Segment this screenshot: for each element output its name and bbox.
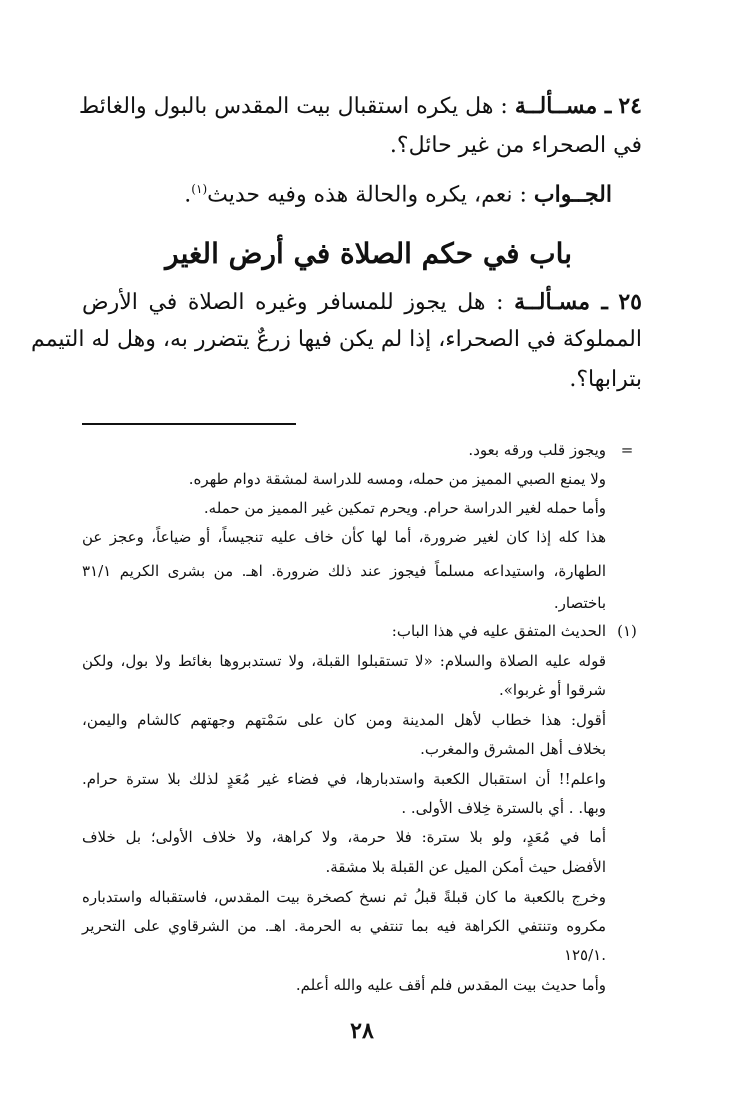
footnote-1-line: أقول: هذا خطاب لأهل المدينة ومن كان على سَمْتهم وجهتهم كالشام واليمن، xyxy=(82,711,606,729)
footnote-1-line: بخلاف أهل المشرق والمغرب. xyxy=(420,740,606,758)
page-number: ٢٨ xyxy=(350,1018,374,1044)
answer-24-text: نعم، يكره والحالة هذه وفيه حديث xyxy=(207,182,513,208)
question-24-line-2 xyxy=(82,129,642,163)
footnote-1-line: واعلم!! أن استقبال الكعبة واستدبارها، في فضاء غير مُعَدٍ لذلك بلا سترة حرام. xyxy=(82,770,606,788)
question-25-text-2: المملوكة في الصحراء، إذا لم يكن فيها زرعٌ يتضرر به، وهل له التيمم xyxy=(31,327,642,352)
question-25-dash: ـ xyxy=(590,289,608,315)
question-25-line-2 xyxy=(31,323,642,357)
question-24-dash: ـ xyxy=(597,93,612,119)
question-25-line-3 xyxy=(82,363,642,397)
footnote-reference: (١) xyxy=(191,182,208,196)
footnote-1-line: الحديث المتفق عليه في هذا الباب: xyxy=(391,622,606,640)
question-25-colon: : xyxy=(485,290,504,315)
footnote-1-line: الأفضل حيث أمكن الميل عن القبلة بلا مشقة. xyxy=(325,858,606,876)
footnote-continuation-line: ويجوز قلب ورقه بعود. xyxy=(468,441,606,459)
footnote-continuation-line: ولا يمنع الصبي المميز من حمله، ومسه للدراسة لمشقة دوام طهره. xyxy=(188,470,606,488)
answer-24-label: الجــواب xyxy=(533,181,612,208)
footnote-continuation-line: باختصار. xyxy=(553,594,606,612)
footnote-1-line: وأما حديث بيت المقدس فلم أقف عليه والله أعلم. xyxy=(295,976,606,994)
question-24-line-1 xyxy=(78,89,642,124)
answer-24-line xyxy=(82,172,612,212)
footnote-continuation-line: وأما حمله لغير الدراسة حرام. ويحرم تمكين غير المميز من حمله. xyxy=(203,499,606,517)
footnote-continuation-line: هذا كله إذا كان لغير ضرورة، أما لها كأن خاف عليه تنجيساً، أو ضياعاً، وعجز عن xyxy=(82,528,606,546)
question-25-label: مسـألــة xyxy=(514,289,591,315)
answer-24-end: . xyxy=(184,182,192,208)
footnote-1-line: شرقوا أو غربوا». xyxy=(498,681,606,699)
footnote-continuation-line: الطهارة، واستيداعه مسلماً فيجوز عند ذلك ضرورة. اهـ. من بشرى الكريم ٣١/١ xyxy=(82,562,606,580)
footnote-separator xyxy=(82,423,296,425)
question-25-number: ٢٥ xyxy=(618,289,642,315)
footnote-1-marker: (١) xyxy=(617,622,637,640)
footnote-1-line: أما في مُعَدٍ، ولو بلا سترة: فلا حرمة، ولا كراهة، ولا خلاف الأولى؛ بل خلاف xyxy=(82,828,606,846)
footnote-1-line: قوله عليه الصلاة والسلام: «لا تستقبلوا القبلة، ولا تستدبروها بغائط ولا بول، ولكن xyxy=(82,652,606,670)
footnote-1-line: .١٢٥/١ xyxy=(563,946,606,964)
question-24-colon: : xyxy=(493,94,508,119)
question-25-text-3: بترابها؟. xyxy=(569,367,642,392)
book-page xyxy=(31,0,642,1109)
question-25-text-1: هل يجوز للمسافر وغيره الصلاة في الأرض xyxy=(82,290,486,315)
footnote-1-line: وبها. . أي بالسترة خِلاف الأولى. . xyxy=(401,799,606,817)
question-24-text-1: هل يكره استقبال بيت المقدس بالبول والغائط xyxy=(78,94,494,119)
question-24-number: ٢٤ xyxy=(618,93,642,119)
answer-24-colon: : xyxy=(512,182,527,208)
footnote-1-line: مكروه وتنتفي الكراهة فيه بما تنتفي به الحرمة. اهـ. من الشرقاوي على التحرير xyxy=(82,917,606,935)
question-25-line-1 xyxy=(82,285,642,320)
footnote-1-line: وخرج بالكعبة ما كان قبلةً قبلُ ثم نسخ كصخرة بيت المقدس، فاستقباله واستدباره xyxy=(82,888,606,906)
footnote-continuation-marker: = xyxy=(620,441,634,459)
question-24-text-2: في الصحراء من غير حائل؟. xyxy=(389,133,642,158)
question-24-label: مســألــة xyxy=(514,93,598,119)
section-heading: باب في حكم الصلاة في أرض الغير xyxy=(165,237,572,270)
